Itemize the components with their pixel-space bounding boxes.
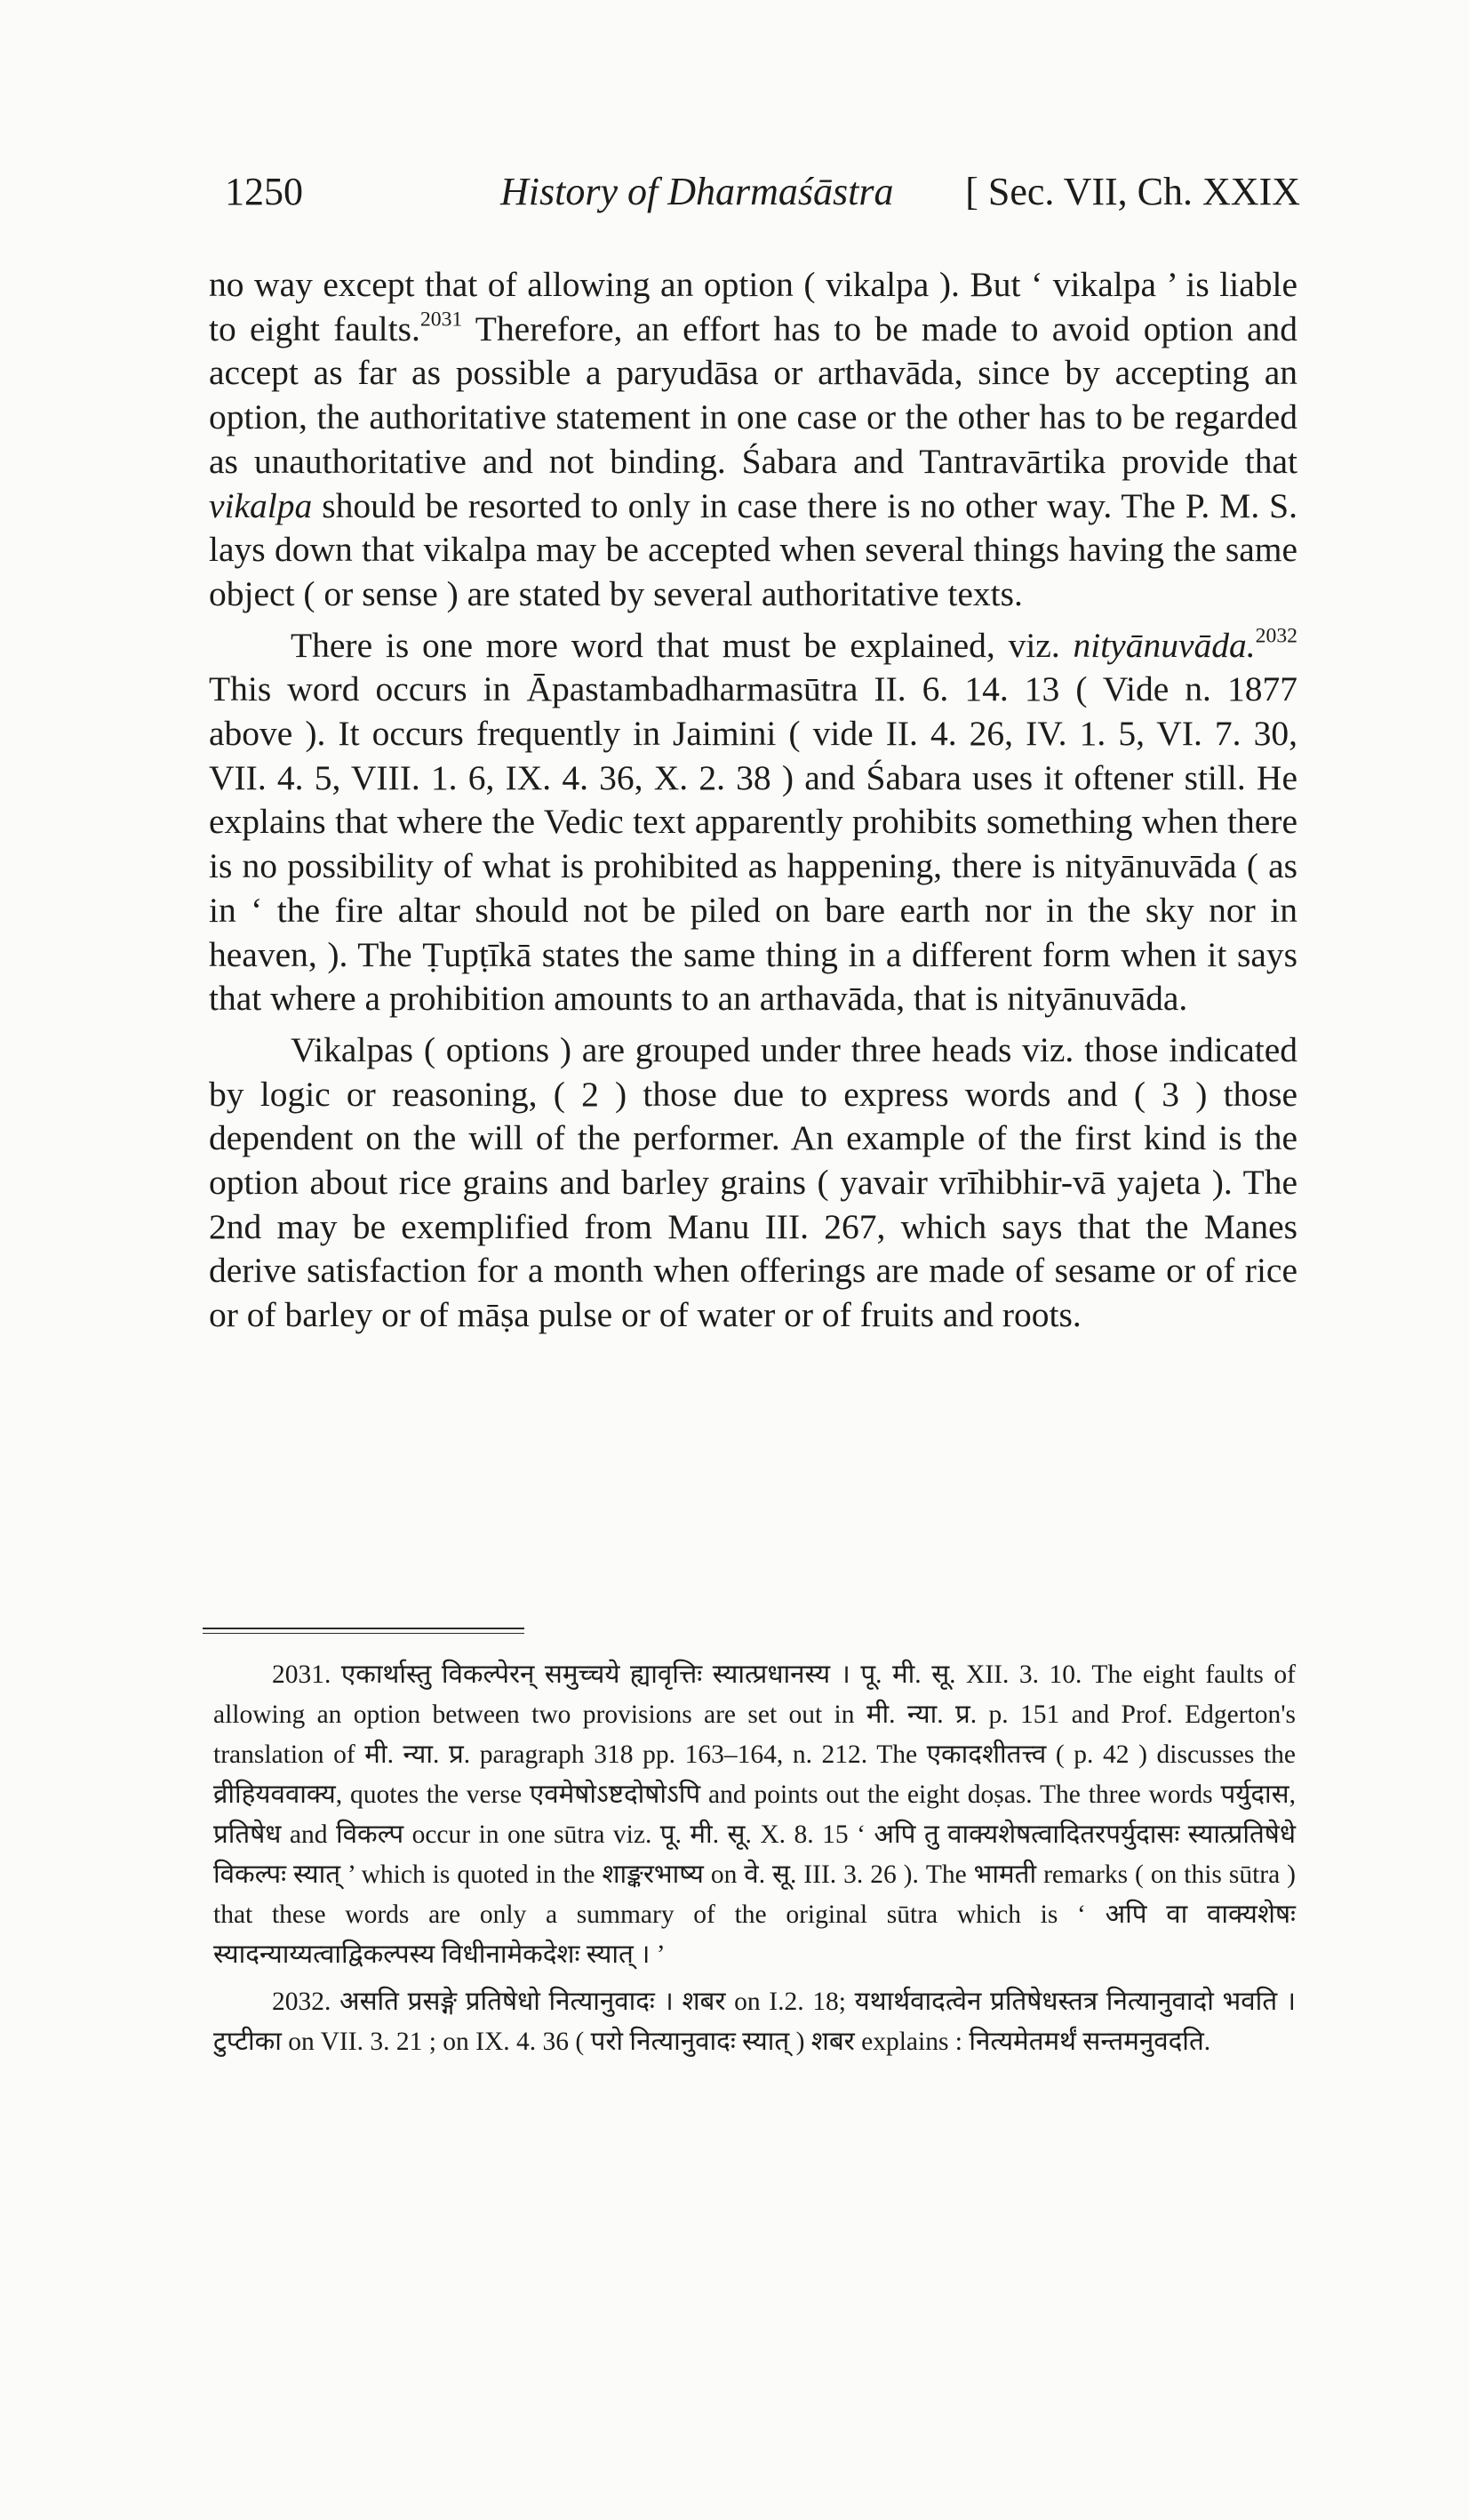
- paragraph-3: Vikalpas ( options ) are grouped under three heads viz. those indicated by logic or reasoning, ( 2 ) those due to express words and ( 3 ) those dependent on the will of the performer. An example of the first kind is the option about rice grains and barley grains ( yavair vrīhibhir-vā yajeta ). The 2nd may be exemplified from Manu III. 267, which says that the Manes derive satisfaction for a month when offerings are made of sesame or of rice or of barley or of māṣa pulse or of water or of fruits and roots.: [209, 1029, 1297, 1335]
- footnotes: [213, 1655, 1296, 2062]
- running-title: History of Dharmaśāstra: [500, 170, 894, 213]
- footnote-divider: [203, 1628, 524, 1634]
- paragraph-2: There is one more word that must be explained, viz. nityānuvāda.$^{2032}$ This word occurs in Āpastambadharmasūtra II. 6. 14. 13 ( Vide n. 1877 above ). It occurs frequently in Jaimini ( vide II. 4. 26, IV. 1. 5, VI. 7. 30, VII. 4. 5, VIII. 1. 6, IX. 4. 36, X. 2. 38 ) and Śabara uses it oftener still. He explains that where the Vedic text apparently prohibits something when there is no possibility of what is prohibited as happening, there is nityānuvāda ( as in ‘ the fire altar should not be piled on bare earth nor in the sky nor in heaven, ). The Ṭupṭīkā states the same thing in a different form when it says that where a prohibition amounts to an arthavāda, that is nityānuvāda.: [209, 624, 1297, 1019]
- body-text: [209, 263, 1297, 1338]
- footnote-2032: 2032. असति प्रसङ्गे प्रतिषेधो नित्यानुवादः । शबर on I.2. 18; यथार्थवादत्वेन प्रतिषेधस्तत्र नित्यानुवादो भवति । टुप्टीका on VII. 3. 21 ; on IX. 4. 36 ( परो नित्यानुवादः स्यात् ) शबर explains : नित्यमेतमर्थं सन्तमनुवदति.: [213, 1988, 1296, 2056]
- paragraph-1: no way except that of allowing an option ( vikalpa ). But ‘ vikalpa ’ is liable to eight faults.$^{2031}$ Therefore, an effort has to be made to avoid option and accept as far as possible a paryudāsa or arthavāda, since by accepting an option, the authoritative statement in one case or the other has to be regarded as unauthoritative and not binding. Śabara and Tantravārtika provide that vikalpa should be resorted to only in case there is no other way. The P. M. S. lays down that vikalpa may be accepted when several things having the same object ( or sense ) are stated by several authoritative texts.: [209, 265, 1297, 613]
- page-header: [225, 169, 1300, 226]
- footnote-ref-2032: 2032: [1255, 624, 1297, 648]
- page-number: 1250: [225, 170, 303, 213]
- running-section: [ Sec. VII, Ch. XXIX: [965, 170, 1300, 213]
- footnote-ref-2031: 2031: [419, 308, 463, 332]
- footnote-2031: 2031. एकार्थास्तु विकल्पेरन् समुच्चये ह्यावृत्तिः स्यात्प्रधानस्य । पू. मी. सू. XII. 3. 10. The eight faults of allowing an option between two provisions are set out in मी. न्या. प्र. p. 151 and Prof. Edgerton's translation of मी. न्या. प्र. paragraph 318 pp. 163–164, n. 212. The एकादशीतत्त्व ( p. 42 ) discusses the व्रीहियववाक्य, quotes the verse एवमेषोऽष्टदोषोऽपि and points out the eight doṣas. The three words पर्युदास, प्रतिषेध and विकल्प occur in one sūtra viz. पू. मी. सू. X. 8. 15 ‘ अपि तु वाक्यशेषत्वादितरपर्युदासः स्यात्प्रतिषेधे विकल्पः स्यात् ’ which is quoted in the शाङ्करभाष्य on वे. सू. III. 3. 26 ). The भामती remarks ( on this sūtra ) that these words are only a summary of the original sūtra which is ‘ अपि वा वाक्यशेषः स्यादन्याय्यत्वाद्विकल्पस्य विधीनामेकदेशः स्यात् । ’: [213, 1660, 1296, 1969]
